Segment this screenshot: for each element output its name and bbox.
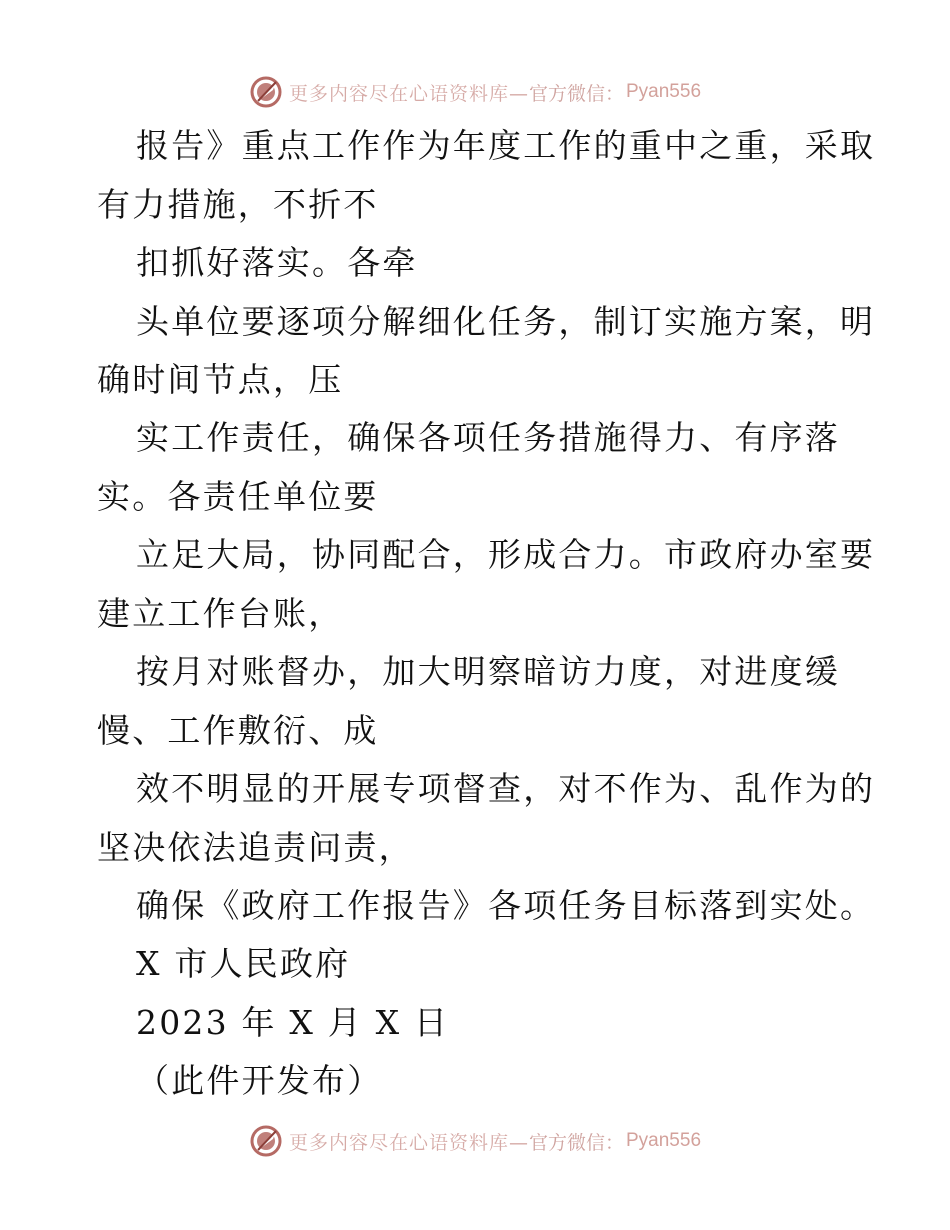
watermark-text: 更多内容尽在心语资料库— — [288, 1131, 529, 1154]
body-line: 效不明显的开展专项督查，对不作为、乱作为的 — [136, 769, 876, 808]
publication-note: （此件开发布） — [136, 1061, 383, 1100]
watermark-wechat-label: 官方微信： — [528, 1131, 624, 1154]
body-line: 扣抓好落实。各牵 — [136, 243, 418, 282]
quill-logo-icon — [249, 1124, 283, 1158]
body-line: 确时间节点，压 — [97, 360, 344, 399]
body-line: 报告》重点工作作为年度工作的重中之重，采取 — [136, 126, 876, 165]
body-line: 头单位要逐项分解细化任务，制订实施方案，明 — [136, 302, 876, 341]
watermark-wechat-label: 官方微信： — [528, 82, 624, 105]
watermark-wechat-id: Pyan556 — [626, 81, 702, 102]
issue-date: 2023 年 X 月 X 日 — [136, 1003, 450, 1042]
body-line: 实工作责任，确保各项任务措施得力、有序落 — [136, 418, 840, 457]
body-line: 实。各责任单位要 — [97, 477, 379, 516]
body-line: 坚决依法追责问责， — [97, 828, 414, 867]
body-line: 确保《政府工作报告》各项任务目标落到实处。 — [136, 886, 876, 925]
issuer-name: X 市人民政府 — [136, 944, 351, 983]
header-watermark — [0, 72, 950, 112]
watermark-wechat-id: Pyan556 — [626, 1130, 702, 1151]
body-line: 立足大局，协同配合，形成合力。市政府办室要 — [136, 535, 876, 574]
watermark-text: 更多内容尽在心语资料库— — [288, 82, 529, 105]
footer-watermark — [0, 1121, 950, 1161]
body-line: 慢、工作敷衍、成 — [97, 711, 379, 750]
body-line: 建立工作台账， — [97, 594, 344, 633]
body-line: 有力措施，不折不 — [97, 185, 379, 224]
quill-logo-icon — [249, 75, 283, 109]
body-line: 按月对账督办，加大明察暗访力度，对进度缓 — [136, 652, 840, 691]
